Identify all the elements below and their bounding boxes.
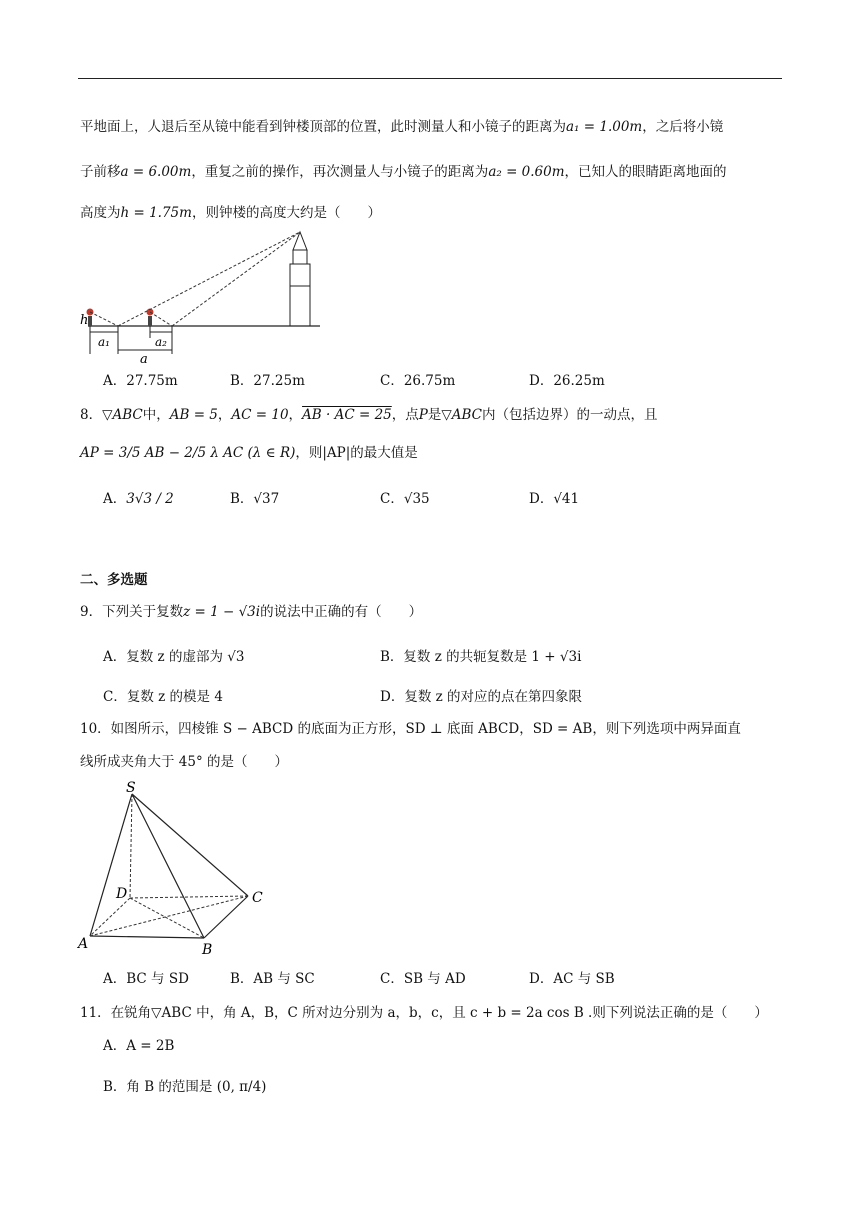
svg-text:S: S bbox=[126, 780, 136, 796]
svg-text:a₂: a₂ bbox=[155, 335, 167, 349]
q8-option-a: A．3√3 / 2 bbox=[103, 491, 174, 507]
q8-line1: 8．▽ABC中，AB = 5，AC = 10，AB · AC = 25，点P是▽ABC内（包括边界）的一动点，且 bbox=[80, 407, 658, 423]
svg-text:B: B bbox=[202, 942, 213, 958]
q8-line2: AP = 3/5 AB − 2/5 λ AC (λ ∈ R)，则|AP|的最大值是 bbox=[80, 445, 418, 461]
q10-option-d: D．AC 与 SB bbox=[529, 971, 615, 987]
header-rule bbox=[78, 78, 782, 79]
q11-option-b: B．角 B 的范围是 (0, π/4) bbox=[103, 1079, 267, 1095]
person-icon bbox=[147, 309, 154, 327]
q8-option-c: C．√35 bbox=[380, 491, 430, 507]
q10-option-c: C．SB 与 AD bbox=[380, 971, 466, 987]
q8-option-b: B．√37 bbox=[230, 491, 280, 507]
q9-option-d: D．复数 z 的对应的点在第四象限 bbox=[380, 689, 583, 705]
svg-text:A: A bbox=[78, 936, 89, 952]
q7-option-c: C．26.75m bbox=[380, 373, 456, 389]
q7-line1: 平地面上，人退后至从镜中能看到钟楼顶部的位置，此时测量人和小镜子的距离为a₁ = 1.00m，之后将小镜 bbox=[80, 119, 724, 135]
q7-line3: 高度为h = 1.75m，则钟楼的高度大约是（ ） bbox=[80, 205, 381, 221]
svg-text:a: a bbox=[140, 352, 148, 367]
q11-option-a: A．A = 2B bbox=[103, 1038, 175, 1054]
q7-line2: 子前移a = 6.00m，重复之前的操作，再次测量人与小镜子的距离为a₂ = 0.60m，已知人的眼睛距离地面的 bbox=[80, 164, 727, 180]
q10-option-a: A．BC 与 SD bbox=[103, 971, 189, 987]
q9-option-b: B．复数 z 的共轭复数是 1 + √3i bbox=[380, 649, 582, 665]
svg-text:D: D bbox=[116, 886, 128, 902]
svg-text:a₁: a₁ bbox=[98, 335, 110, 349]
q10-line1: 10．如图所示，四棱锥 S − ABCD 的底面为正方形，SD ⊥ 底面 ABCD，SD = AB，则下列选项中两异面直 bbox=[80, 721, 741, 737]
q7-option-b: B．27.25m bbox=[230, 373, 305, 389]
svg-text:h: h bbox=[80, 313, 89, 328]
tower-icon bbox=[290, 232, 310, 326]
section-title: 二、多选题 bbox=[80, 572, 148, 588]
q9-stem: 9．下列关于复数z = 1 − √3i的说法中正确的有（ ） bbox=[80, 604, 423, 620]
q10-pyramid-figure bbox=[78, 780, 278, 960]
q7-option-a: A．27.75m bbox=[103, 373, 178, 389]
svg-text:C: C bbox=[252, 890, 263, 906]
q7-tower-figure bbox=[78, 226, 328, 366]
q9-option-c: C．复数 z 的模是 4 bbox=[103, 689, 223, 705]
q11-stem: 11．在锐角▽ABC 中，角 A，B，C 所对边分别为 a，b，c，且 c + b = 2a cos B .则下列说法正确的是（ ） bbox=[80, 1005, 768, 1021]
q8-option-d: D．√41 bbox=[529, 491, 580, 507]
q10-option-b: B．AB 与 SC bbox=[230, 971, 315, 987]
q10-line2: 线所成夹角大于 45° 的是（ ） bbox=[80, 754, 289, 770]
q7-option-d: D．26.25m bbox=[529, 373, 605, 389]
q9-option-a: A．复数 z 的虚部为 √3 bbox=[103, 649, 245, 665]
